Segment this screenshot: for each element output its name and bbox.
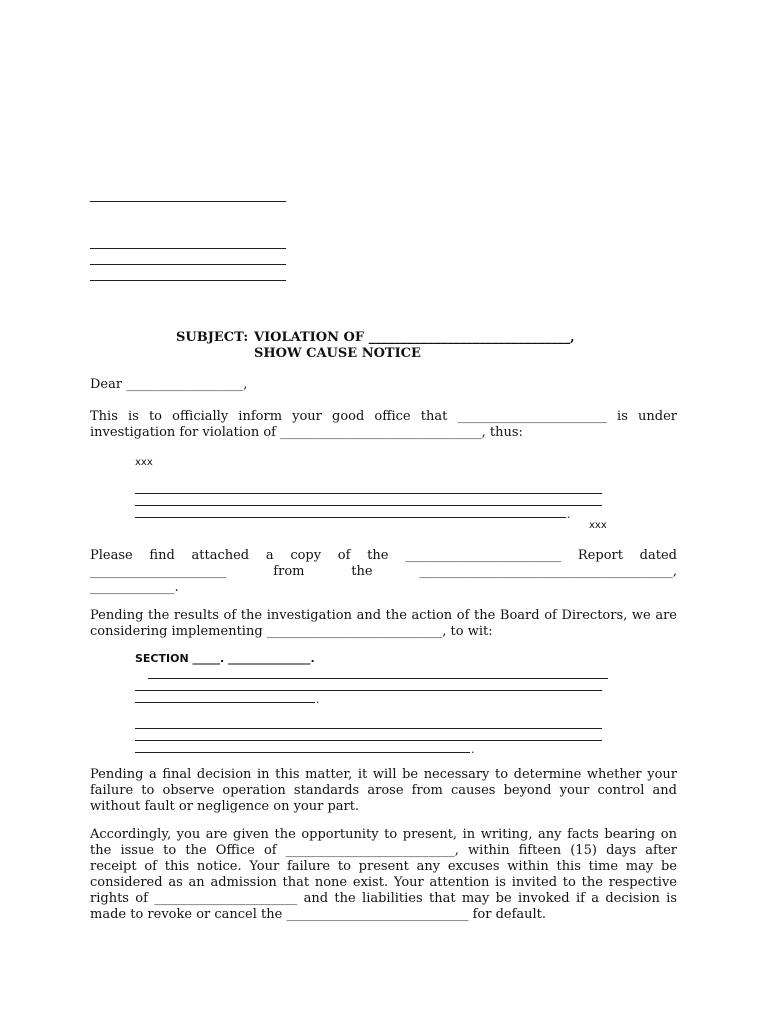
subject-label: SUBJECT:: [176, 330, 249, 345]
subject-line-2: SHOW CAUSE NOTICE: [254, 346, 421, 361]
section-period-a: .: [316, 693, 320, 706]
para4-line-1: Pending a final decision in this matter, it will be necessary to determine whether your: [90, 767, 677, 782]
section-period-b: .: [471, 743, 475, 756]
para2-line-3: _____________.: [90, 580, 179, 595]
para2-line-2: _____________________ from the _______________________________________,: [90, 564, 677, 579]
section-heading: SECTION _____. _______________.: [135, 652, 315, 665]
para5-line-2: the issue to the Office of __________________________, within fifteen (15) days after: [90, 843, 677, 858]
section-line-2: [135, 690, 602, 691]
findings-marker-end: xxx: [589, 520, 607, 531]
para5-line-4: considered as an admission that none exist. Your attention is invited to the respective: [90, 875, 677, 890]
findings-line-2: [135, 505, 602, 506]
para1-line-1: This is to officially inform your good office that _______________________ is under: [90, 409, 677, 424]
para5-line-5: rights of ______________________ and the liabilities that may be invoked if a decision is: [90, 891, 677, 906]
para5-line-3: receipt of this notice. Your failure to present any excuses within this time may be: [90, 859, 677, 874]
addressee-title-line: [90, 264, 286, 265]
para1-line-2: investigation for violation of _______________________________, thus:: [90, 425, 523, 440]
para2-line-1: Please find attached a copy of the ________________________ Report dated: [90, 548, 677, 563]
para3-line-2: considering implementing ___________________________, to wit:: [90, 624, 493, 639]
para5-line-1: Accordingly, you are given the opportunity to present, in writing, any facts bearing on: [90, 827, 677, 842]
addressee-name-line: [90, 248, 286, 249]
findings-period: .: [567, 508, 571, 521]
section-line-3: [135, 702, 315, 703]
para3-line-1: Pending the results of the investigation and the action of the Board of Directors, we are: [90, 608, 677, 623]
section-line-1: [148, 678, 608, 679]
para4-line-3: without fault or negligence on your part.: [90, 799, 360, 814]
findings-line-3: [135, 517, 566, 518]
salutation: Dear __________________,: [90, 377, 248, 392]
section-line-6: [135, 752, 470, 753]
section-line-5: [135, 740, 602, 741]
subject-line-1: VIOLATION OF _______________________________,: [254, 330, 575, 345]
date-line: [90, 201, 286, 202]
para5-line-6: made to revoke or cancel the ____________________________ for default.: [90, 907, 547, 922]
para4-line-2: failure to observe operation standards arose from causes beyond your control and: [90, 783, 677, 798]
section-line-4: [135, 728, 602, 729]
findings-line-1: [135, 493, 602, 494]
findings-marker-start: xxx: [135, 457, 153, 468]
addressee-address-line: [90, 280, 286, 281]
